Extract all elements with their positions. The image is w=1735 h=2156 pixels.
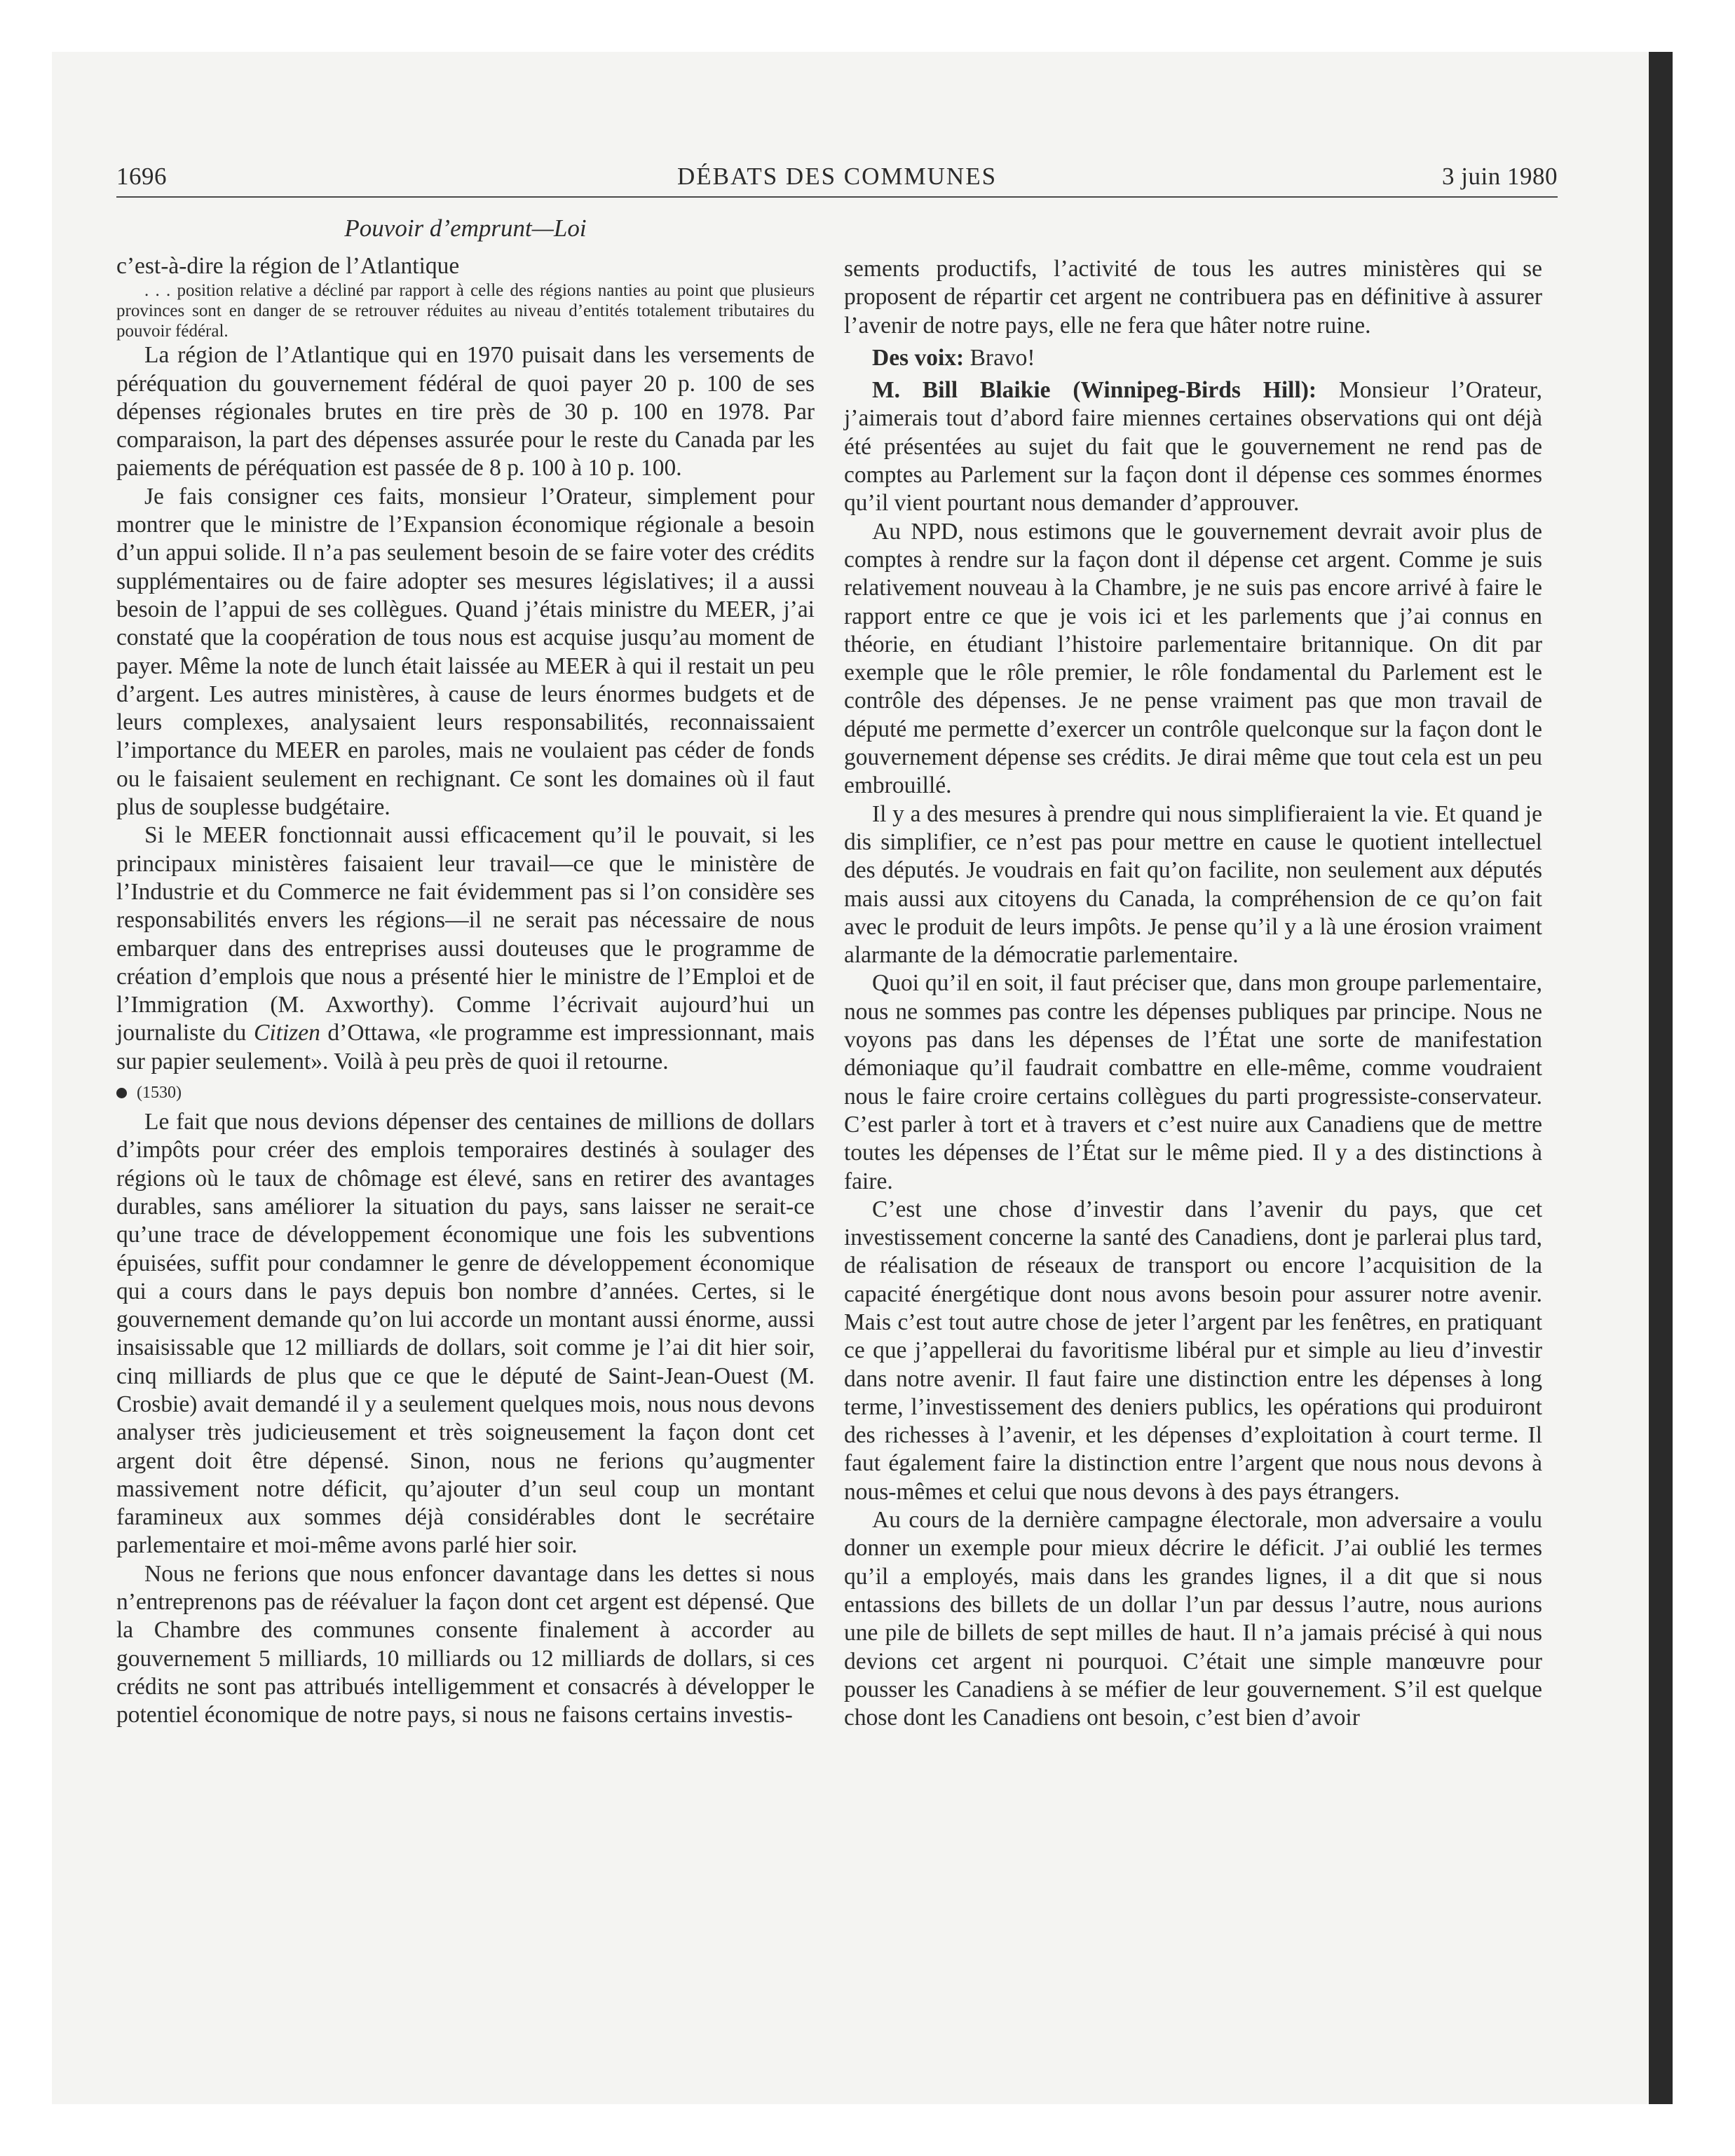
page-number: 1696 bbox=[116, 163, 167, 190]
bullet-dot-icon bbox=[116, 1088, 127, 1098]
paragraph bbox=[844, 376, 1542, 517]
time-marker bbox=[116, 1079, 815, 1107]
paragraph: Quoi qu’il en soit, il faut préciser que, dans mon groupe parlementaire, nous ne sommes pas contre les dépenses publiques par principe. Nous ne voyons pas dans les dépenses de l’État une sorte de manifestation démoniaque qu’il faudrait combattre en elle-même, comme voudraient nous le faire croire certains collègues du parti progressiste-conservateur. C’est parler à tort et à travers et c’est nuire aux Canadiens que de mettre toutes les dépenses de l’État sur le même pied. Il y a des distinctions à faire. bbox=[844, 970, 1542, 1194]
paragraph: Nous ne ferions que nous enfoncer davantage dans les dettes si nous n’entreprenons pas de réévaluer la façon dont cet argent est dépensé. Que la Chambre des communes consente finalement à accorder au gouvernement 5 milliards, 10 milliards ou 12 milliards de dollars, si ces crédits ne sont pas attribués intelligemment et consacrés à développer le potentiel économique de notre pays, si nous ne faisons certains investis- bbox=[116, 1560, 815, 1728]
time-marker-text: (1530) bbox=[137, 1084, 182, 1103]
paragraph: La région de l’Atlantique qui en 1970 puisait dans les versements de péréquation du gouvernement fédéral de quoi payer 20 p. 100 de ses dépenses régionales brutes en tire près de 30 p. 100 en 1978. Par comparaison, la part des dépenses assurée pour le reste du Canada par les paiements de péréquation est passée de 8 p. 100 à 10 p. 100. bbox=[116, 342, 815, 482]
text-run: Monsieur l’Orateur, j’aimerais tout d’abord faire miennes certaines observations qui ont déjà été présentées au sujet du fait que le gouvernement ne rend pas de comptes au Parlement sur la façon dont il dépense ces sommes énormes qu’il vient pourtant nous demander d’approuver. bbox=[844, 377, 1542, 517]
text-run: Si le MEER fonctionnait aussi efficacement qu’il le pouvait, si les principaux ministères faisaient leur travail—ce que le ministère de l’Industrie et du Commerce ne fait évidemment pas si l’on considère ses responsabilités envers les régions—il ne serait pas nécessaire de nous embarquer dans des entreprises aussi douteuses que le programme de création d’emplois que nous a présenté hier le ministre de l’Emploi et de l’Immigration (M. Axworthy). Comme l’écrivait aujourd’hui un journaliste du bbox=[116, 822, 815, 1046]
scan-edge-bar bbox=[1649, 52, 1673, 2104]
publication-title: DÉBATS DES COMMUNES bbox=[676, 163, 998, 190]
intro-line: c’est-à-dire la région de l’Atlantique bbox=[116, 253, 460, 279]
section-subheading: Pouvoir d’emprunt—Loi bbox=[344, 214, 587, 242]
text-run: d’Ottawa, «le programme est impressionnant, mais sur papier seulement». Voilà à peu près de quoi il retourne. bbox=[116, 1020, 815, 1074]
text-run: Bravo! bbox=[964, 344, 1035, 371]
right-column bbox=[844, 255, 1542, 1732]
paragraph: Il y a des mesures à prendre qui nous simplifieraient la vie. Et quand je dis simplifier, ce n’est pas pour mettre en cause le quotient intellectuel des députés. Je voudrais en fait qu’on facilite, non seulement aux députés mais aussi aux citoyens du Canada, la compréhension de ce qu’on fait avec le produit de leurs impôts. Je pense qu’il y a là une érosion vraiment alarmante de la démocratie parlementaire. bbox=[844, 800, 1542, 969]
paragraph bbox=[844, 344, 1542, 372]
left-column bbox=[116, 213, 815, 1730]
paragraph: Le fait que nous devions dépenser des centaines de millions de dollars d’impôts pour créer des emplois temporaires destinés à soulager des régions où le taux de chômage est élevé, sans en retirer des avantages durables, sans améliorer la situation du pays, sans laisser ne serait-ce qu’une trace de développement économique une fois les subventions épuisées, suffit pour condamner le genre de développement économique qui a cours dans le pays depuis bon nombre d’années. Certes, si le gouvernement demande qu’on lui accorde un montant aussi énorme, aussi insaisissable que 12 milliards de dollars, soit comme je l’ai dit hier soir, cinq milliards de plus que ce que le député de Saint-Jean-Ouest (M. Crosbie) avait demandé il y a seulement quelques mois, nous nous devons analyser très judicieusement et très soigneusement la façon dont cet argent doit être dépensé. Sinon, nous ne ferions qu’augmenter massivement notre déficit, qu’ajouter d’un seul coup un montant faramineux aux sommes déjà considérables dont le secrétaire parlementaire et moi-même avons parlé hier soir. bbox=[116, 1109, 815, 1559]
paragraph bbox=[116, 821, 815, 1076]
header-rule bbox=[116, 196, 1558, 198]
page-date: 3 juin 1980 bbox=[1442, 163, 1558, 190]
block-quote: . . . position relative a décliné par rapport à celle des régions nanties au point que plusieurs provinces sont en danger de se retrouver réduites au niveau d’entités totalement tributaires du pouvoir fédéral. bbox=[116, 281, 815, 341]
newspaper-name: Citizen bbox=[253, 1020, 320, 1046]
paragraph: Au cours de la dernière campagne électorale, mon adversaire a voulu donner un exemple pour mieux décrire le déficit. J’ai oublié les termes qu’il a employés, mais dans les grandes lignes, il a dit que si nous entassions des billets de un dollar l’un par dessus l’autre, nous aurions une pile de billets de sept milles de haut. Il n’a jamais précisé à qui nous devions cet argent ni pourquoi. C’était une simple manœuvre pour pousser les Canadiens à se méfier de leur gouvernement. S’il est quelque chose dont les Canadiens ont besoin, c’est bien d’avoir bbox=[844, 1507, 1542, 1731]
paragraph: Je fais consigner ces faits, monsieur l’Orateur, simplement pour montrer que le ministre de l’Expansion économique régionale a besoin d’un appui solide. Il n’a pas seulement besoin de se faire voter des crédits supplémentaires ou de faire adopter ses mesures législatives; il a aussi besoin de l’appui de ses collègues. Quand j’étais ministre du MEER, j’ai constaté que la coopération de tous nous est acquise jusqu’au moment de payer. Même la note de lunch était laissée au MEER à qui il restait un peu d’argent. Les autres ministères, à cause de leurs énormes budgets et de leurs complexes, analysaient leurs responsabilités, reconnaissaient l’importance du MEER en paroles, mais ne voulaient pas céder de fonds ou le faisaient seulement en rechignant. Ce sont les domaines où il faut plus de souplesse budgétaire. bbox=[116, 483, 815, 821]
paragraph: Au NPD, nous estimons que le gouvernement devrait avoir plus de comptes à rendre sur la façon dont il dépense cet argent. Comme je suis relativement nouveau à la Chambre, je ne suis pas encore arrivé à faire le rapport entre ce que je vois ici et les parlements que j’ai connus en théorie, en étudiant l’histoire parlementaire britannique. On dit par exemple que le rôle premier, le rôle fondamental du Parlement est le contrôle des dépenses. Je ne pense vraiment pas que mon travail de député me permette d’exercer un contrôle quelconque sur la façon dont le gouvernement dépense ses crédits. Je dirai même que tout cela est un peu embrouillé. bbox=[844, 518, 1542, 799]
page-header bbox=[116, 163, 1558, 195]
speaker-name: Des voix: bbox=[872, 344, 965, 371]
paragraph: C’est une chose d’investir dans l’avenir du pays, que cet investissement concerne la santé des Canadiens, dont je parlerai plus tard, de réalisation de réseaux de transport ou encore l’acquisition de la capacité énergétique dont nous avons besoin pour assurer notre avenir. Mais c’est tout autre chose de jeter l’argent par les fenêtres, en pratiquant ce que j’appellerai du favoritisme libéral pur et simple au lieu d’investir dans notre avenir. Il faut faire une distinction entre les dépenses à long terme, l’investissement des deniers publics, les opérations qui produiront des richesses à l’avenir, et les dépenses d’exploitation à court terme. Il faut également faire la distinction entre l’argent que nous nous devons à nous-mêmes et celui que nous devons à des pays étrangers. bbox=[844, 1196, 1542, 1505]
speaker-name: M. Bill Blaikie (Winnipeg-Birds Hill): bbox=[872, 377, 1317, 404]
paragraph: sements productifs, l’activité de tous les autres ministères qui se proposent de répartir cet argent ne contribuera pas en définitive à assurer l’avenir de notre pays, elle ne fera que hâter notre ruine. bbox=[844, 256, 1542, 339]
